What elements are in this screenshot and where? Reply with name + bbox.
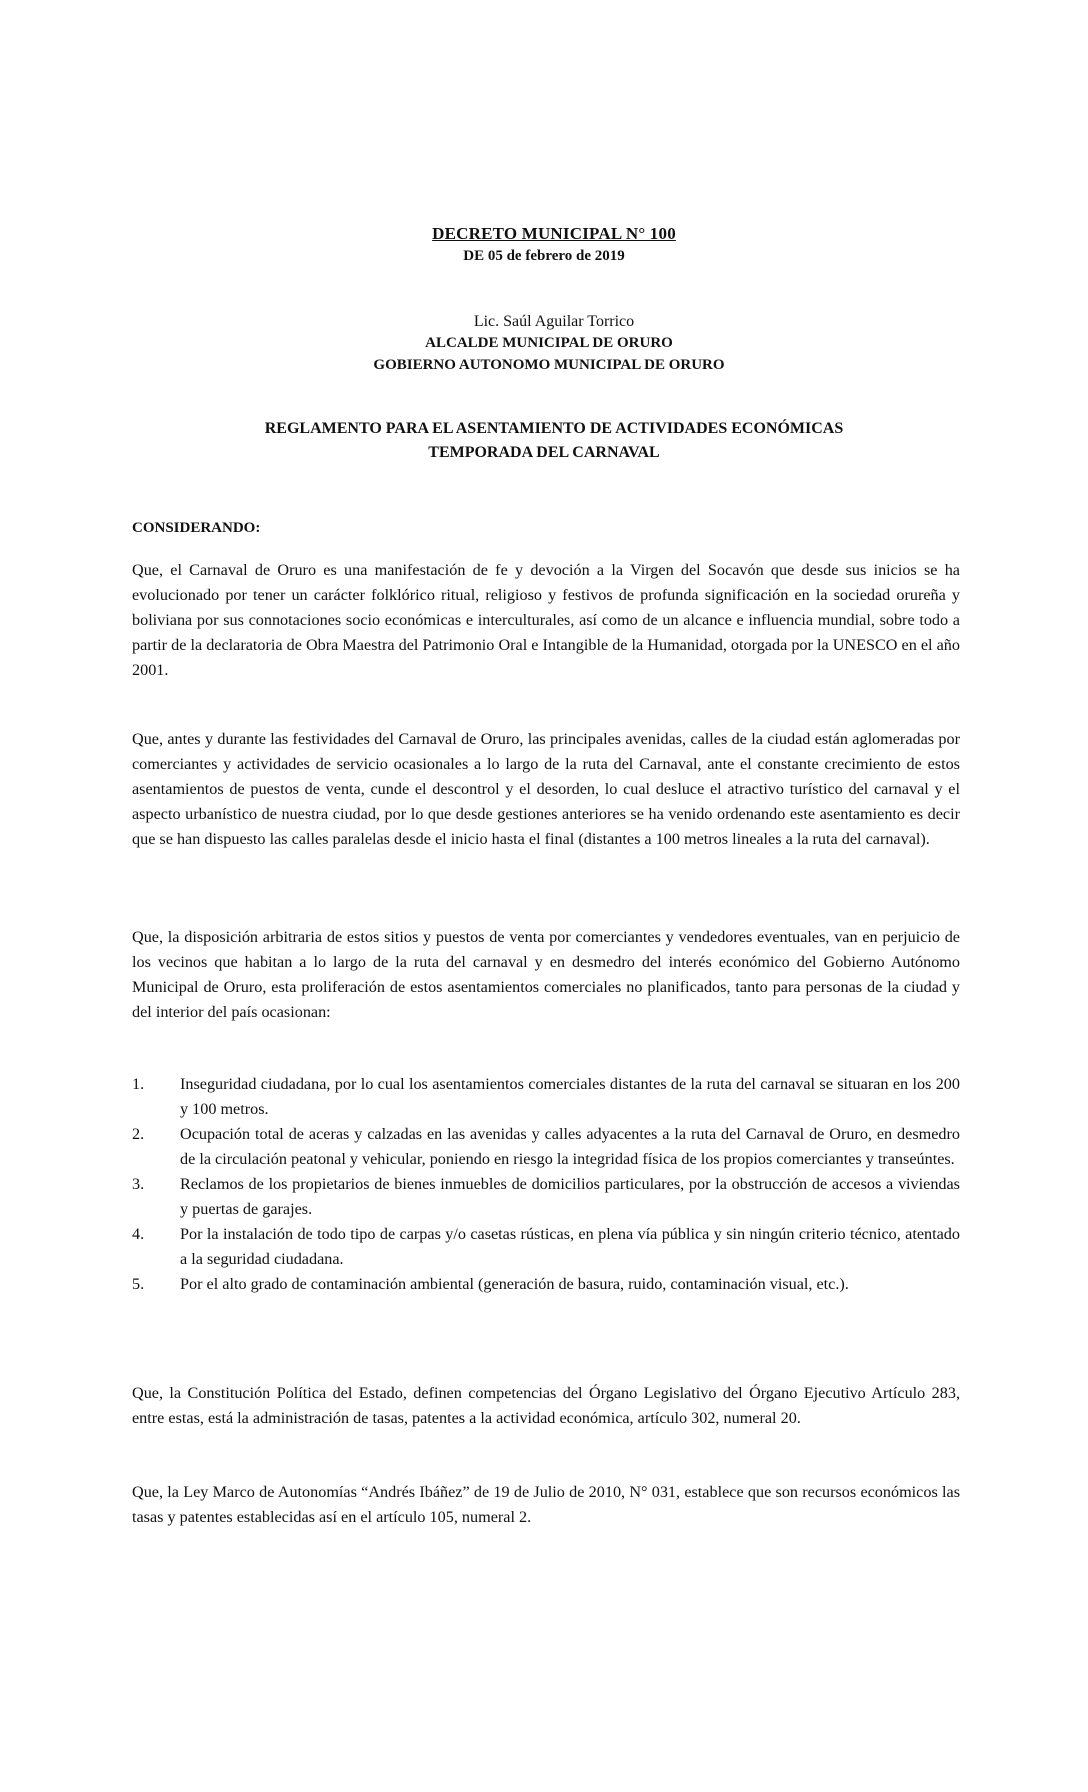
list-item	[132, 1172, 960, 1222]
list-item-text: Por el alto grado de contaminación ambiental (generación de basura, ruido, contaminación visual, etc.).	[180, 1275, 849, 1293]
list-item-text: Por la instalación de todo tipo de carpas y/o casetas rústicas, en plena vía pública y sin ningún criterio técnico, atentado a la seguridad ciudadana.	[180, 1225, 960, 1268]
list-item-number: 4.	[132, 1225, 145, 1243]
list-item	[132, 1122, 960, 1172]
list-item-text: Inseguridad ciudadana, por lo cual los asentamientos comerciales distantes de la ruta del carnaval se situaran en los 200 y 100 metros.	[180, 1075, 960, 1118]
numbered-list	[132, 1072, 960, 1297]
signer-name: Lic. Saúl Aguilar Torrico	[473, 313, 635, 330]
regulation-title: REGLAMENTO PARA EL ASENTAMIENTO DE ACTIVIDADES ECONÓMICAS	[264, 420, 844, 437]
list-item-text: Reclamos de los propietarios de bienes inmuebles de domicilios particulares, por la obstrucción de accesos a viviendas y puertas de garajes.	[180, 1175, 960, 1218]
paragraph: Que, la disposición arbitraria de estos sitios y puestos de venta por comerciantes y vendedores eventuales, van en perjuicio de los vecinos que habitan a lo largo de la ruta del carnaval y en desmedro del interés económico del Gobierno Autónomo Municipal de Oruro, esta proliferación de estos asentamientos comerciales no planificados, tanto para personas de la ciudad y del interior del país ocasionan:	[132, 928, 960, 1021]
paragraph: Que, la Constitución Política del Estado, definen competencias del Órgano Legislativo del Órgano Ejecutivo Artículo 283, entre estas, está la administración de tasas, patentes a la actividad económica, artículo 302, numeral 20.	[132, 1384, 960, 1427]
list-item-number: 2.	[132, 1125, 145, 1143]
considerando-heading: CONSIDERANDO:	[132, 520, 261, 536]
government-name: GOBIERNO AUTONOMO MUNICIPAL DE ORURO	[373, 357, 725, 373]
regulation-subtitle: TEMPORADA DEL CARNAVAL	[428, 444, 660, 461]
paragraph: Que, antes y durante las festividades del Carnaval de Oruro, las principales avenidas, calles de la ciudad están aglomeradas por comerciantes y actividades de servicio ocasionales a lo largo de la ruta del Carnaval, ante el constante crecimiento de estos asentamientos de puestos de venta, cunde el descontrol y el desorden, lo cual desluce el atractivo turístico del carnaval y el aspecto urbanístico de nuestra ciudad, por lo que desde gestiones anteriores se ha venido ordenando este asentamiento es decir que se han dispuesto las calles paralelas desde el inicio hasta el final (distantes a 100 metros lineales a la ruta del carnaval).	[132, 730, 960, 848]
list-item	[132, 1072, 960, 1122]
decree-title: DECRETO MUNICIPAL N° 100	[432, 224, 676, 243]
signer-office: ALCALDE MUNICIPAL DE ORURO	[425, 335, 673, 351]
paragraph: Que, la Ley Marco de Autonomías “Andrés Ibáñez” de 19 de Julio de 2010, N° 031, establece que son recursos económicos las tasas y patentes establecidas así en el artículo 105, numeral 2.	[132, 1483, 960, 1526]
decree-date: DE 05 de febrero de 2019	[463, 248, 625, 264]
list-item-number: 1.	[132, 1075, 145, 1093]
list-item-number: 3.	[132, 1175, 145, 1193]
list-item-number: 5.	[132, 1275, 145, 1293]
list-item	[132, 1272, 960, 1297]
list-item	[132, 1222, 960, 1272]
paragraph: Que, el Carnaval de Oruro es una manifestación de fe y devoción a la Virgen del Socavón que desde sus inicios se ha evolucionado por tener un carácter folklórico ritual, religioso y festivos de profunda significación en la sociedad orureña y boliviana por sus connotaciones socio económicas e interculturales, así como de un alcance e influencia mundial, sobre todo a partir de la declaratoria de Obra Maestra del Patrimonio Oral e Intangible de la Humanidad, otorgada por la UNESCO en el año 2001.	[132, 561, 960, 679]
list-item-text: Ocupación total de aceras y calzadas en las avenidas y calles adyacentes a la ruta del Carnaval de Oruro, en desmedro de la circulación peatonal y vehicular, poniendo en riesgo la integridad física de los propios comerciantes y transeúntes.	[180, 1125, 960, 1168]
